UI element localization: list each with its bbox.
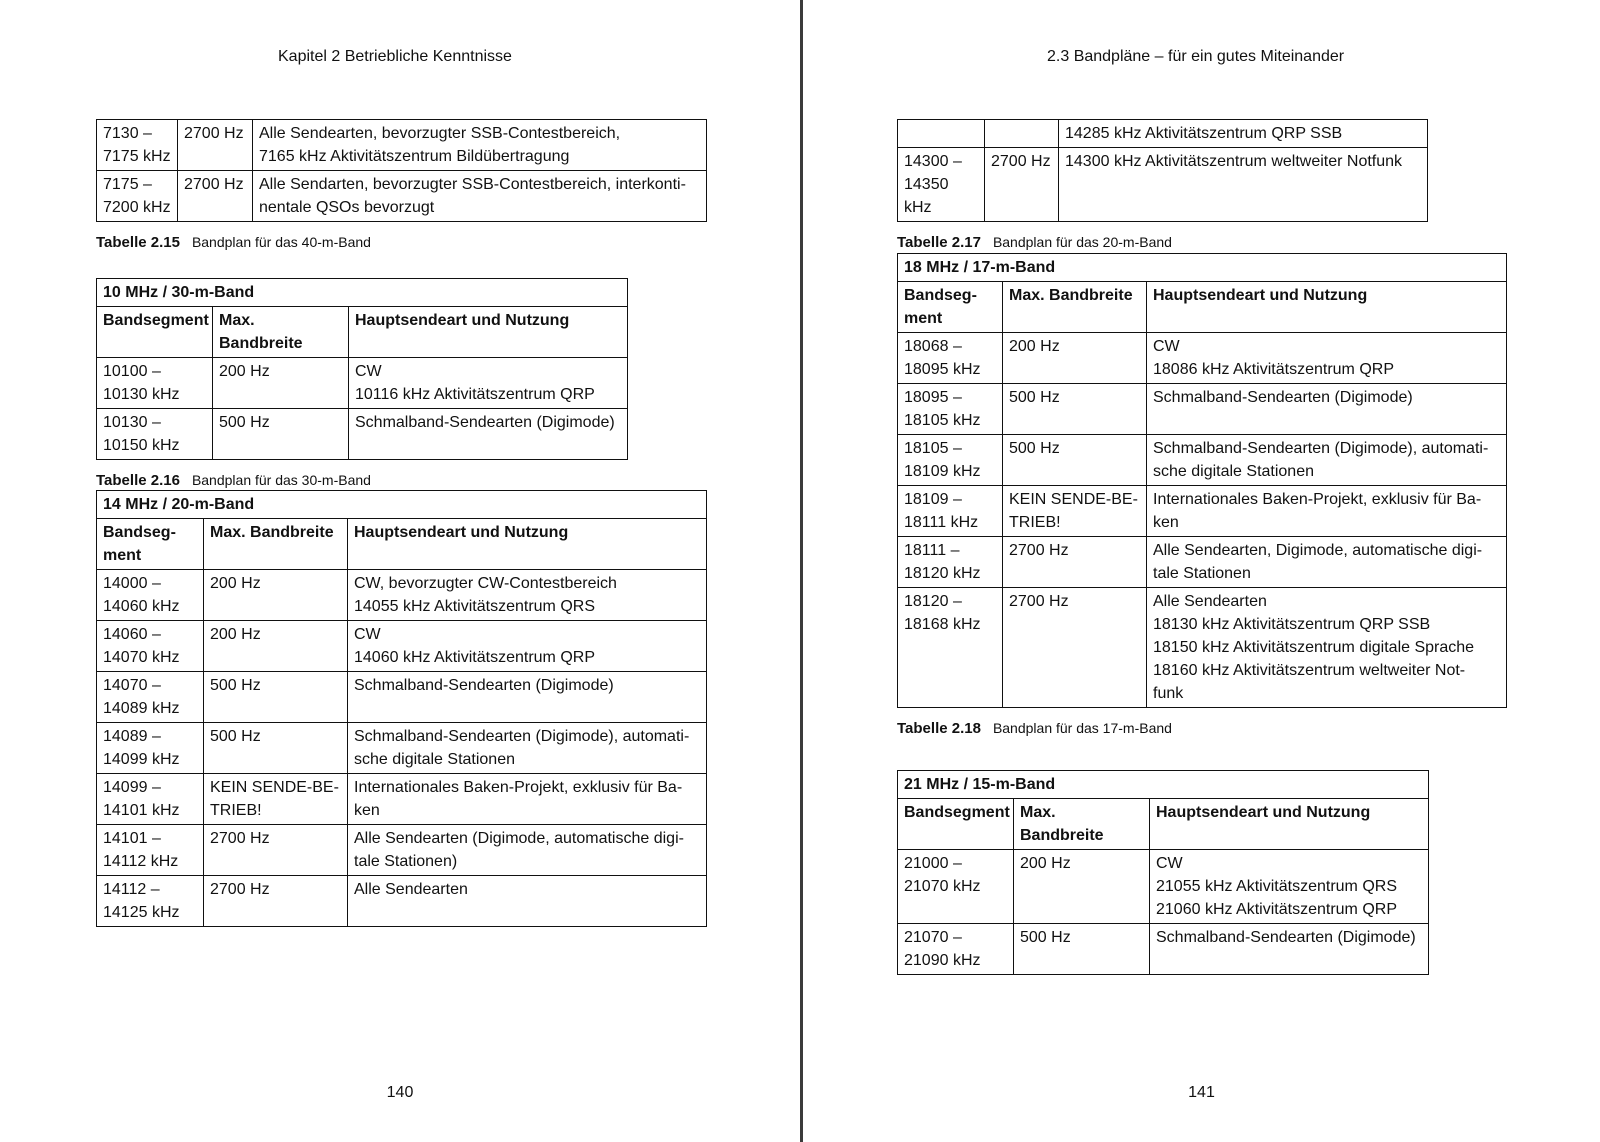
caption-text: Bandplan für das 20-m-Band	[992, 234, 1172, 250]
table-row	[97, 409, 628, 460]
table-row	[97, 120, 707, 171]
table-row	[898, 333, 1507, 384]
table-cell: 21000 – 21070 kHz	[898, 850, 1014, 924]
table-cell: Schmalband-Sendearten (Digimode)	[349, 409, 628, 460]
column-header: Bandsegment	[898, 799, 1014, 850]
table-header-row	[898, 282, 1507, 333]
caption-label: Tabelle 2.16	[96, 472, 180, 489]
table-cell: Schmalband-Sendearten (Digimode)	[348, 672, 707, 723]
table-row	[898, 120, 1428, 148]
column-header: Hauptsendeart und Nutzung	[349, 307, 628, 358]
table-cell: 7175 – 7200 kHz	[97, 171, 178, 222]
table-cell: 14060 – 14070 kHz	[97, 621, 204, 672]
table-20m-block	[96, 490, 707, 927]
table-cell	[898, 120, 985, 148]
page-number: 141	[1188, 1084, 1215, 1101]
table-cell: Schmalband-Sendearten (Digimode), automati- sche digitale Stationen	[1147, 435, 1507, 486]
table-header-row	[97, 519, 707, 570]
table-band-row	[97, 279, 628, 307]
table-cell: 500 Hz	[1014, 924, 1150, 975]
table-cell: KEIN SENDE-BE- TRIEB!	[204, 774, 348, 825]
table-cell: Alle Sendearten (Digimode, automatische digi- tale Stationen)	[348, 825, 707, 876]
table-row	[898, 384, 1507, 435]
table-cell: 2700 Hz	[1003, 588, 1147, 708]
table-cell: 2700 Hz	[1003, 537, 1147, 588]
table-cell: 200 Hz	[1003, 333, 1147, 384]
table-row	[97, 171, 707, 222]
bandplan-table-30m	[96, 278, 628, 460]
table-cell: CW, bevorzugter CW-Contestbereich 14055 kHz Aktivitätszentrum QRS	[348, 570, 707, 621]
table-row	[97, 723, 707, 774]
table-row	[898, 537, 1507, 588]
table-cell: CW 14060 kHz Aktivitätszentrum QRP	[348, 621, 707, 672]
table-caption	[897, 720, 1507, 737]
band-title: 10 MHz / 30-m-Band	[97, 279, 628, 307]
table-cell: Internationales Baken-Projekt, exklusiv für Ba- ken	[348, 774, 707, 825]
column-header: Max. Bandbreite	[1014, 799, 1150, 850]
table-cell: 500 Hz	[204, 672, 348, 723]
table-cell: 10100 – 10130 kHz	[97, 358, 213, 409]
table-cell: Alle Sendarten, bevorzugter SSB-Contestbereich, interkonti- nentale QSOs bevorzugt	[253, 171, 707, 222]
table-cell: CW 10116 kHz Aktivitätszentrum QRP	[349, 358, 628, 409]
table-caption	[96, 472, 628, 489]
right-page	[803, 0, 1600, 1142]
column-header: Max. Bandbreite	[213, 307, 349, 358]
table-cell: 14285 kHz Aktivitätszentrum QRP SSB	[1059, 120, 1428, 148]
table-cell: KEIN SENDE-BE- TRIEB!	[1003, 486, 1147, 537]
table-cell: 500 Hz	[204, 723, 348, 774]
table-cell: 14089 – 14099 kHz	[97, 723, 204, 774]
table-row	[898, 850, 1429, 924]
table-row	[898, 435, 1507, 486]
table-cell: Alle Sendearten, bevorzugter SSB-Contestbereich, 7165 kHz Aktivitätszentrum Bildübertragung	[253, 120, 707, 171]
table-cell: 18120 – 18168 kHz	[898, 588, 1003, 708]
table-cell: 18068 – 18095 kHz	[898, 333, 1003, 384]
table-cell: 14070 – 14089 kHz	[97, 672, 204, 723]
table-band-row	[898, 254, 1507, 282]
table-row	[97, 774, 707, 825]
column-header: Hauptsendeart und Nutzung	[1150, 799, 1429, 850]
bandplan-table-20m-continued	[897, 119, 1428, 222]
table-row	[898, 924, 1429, 975]
table-row	[97, 672, 707, 723]
table-row	[898, 588, 1507, 708]
table-band-row	[97, 491, 707, 519]
band-title: 14 MHz / 20-m-Band	[97, 491, 707, 519]
table-caption	[96, 234, 707, 251]
table-row	[97, 358, 628, 409]
bandplan-table-40m	[96, 119, 707, 222]
table-cell: Schmalband-Sendearten (Digimode)	[1150, 924, 1429, 975]
table-cell	[985, 120, 1059, 148]
table-cell: CW 18086 kHz Aktivitätszentrum QRP	[1147, 333, 1507, 384]
caption-text: Bandplan für das 17-m-Band	[992, 720, 1172, 736]
table-cell: 2700 Hz	[204, 876, 348, 927]
table-cell: CW 21055 kHz Aktivitätszentrum QRS 21060 kHz Aktivitätszentrum QRP	[1150, 850, 1429, 924]
caption-text: Bandplan für das 30-m-Band	[191, 472, 371, 488]
running-head: 2.3 Bandpläne – für ein gutes Miteinander	[1047, 48, 1345, 65]
bandplan-table-15m	[897, 770, 1429, 975]
running-head: Kapitel 2 Betriebliche Kenntnisse	[278, 48, 512, 65]
table-cell: 200 Hz	[204, 570, 348, 621]
column-header: Bandseg- ment	[97, 519, 204, 570]
table-cell: 14112 – 14125 kHz	[97, 876, 204, 927]
table-cell: 21070 – 21090 kHz	[898, 924, 1014, 975]
table-row	[97, 876, 707, 927]
table-cell: 14099 – 14101 kHz	[97, 774, 204, 825]
table-cell: 2700 Hz	[178, 171, 253, 222]
table-cell: 2700 Hz	[178, 120, 253, 171]
table-cell: 18095 – 18105 kHz	[898, 384, 1003, 435]
table-cell: 7130 – 7175 kHz	[97, 120, 178, 171]
table-cell: 2700 Hz	[204, 825, 348, 876]
caption-label: Tabelle 2.18	[897, 720, 981, 737]
table-cell: Schmalband-Sendearten (Digimode), automati- sche digitale Stationen	[348, 723, 707, 774]
table-cell: 18109 – 18111 kHz	[898, 486, 1003, 537]
column-header: Hauptsendeart und Nutzung	[1147, 282, 1507, 333]
table-cell: Alle Sendearten	[348, 876, 707, 927]
table-cell: 14300 – 14350 kHz	[898, 148, 985, 222]
table-30m-block	[96, 278, 628, 489]
table-cell: 500 Hz	[1003, 435, 1147, 486]
column-header: Bandsegment	[97, 307, 213, 358]
table-row	[97, 825, 707, 876]
table-cell: 200 Hz	[204, 621, 348, 672]
table-cell: 14000 – 14060 kHz	[97, 570, 204, 621]
column-header: Hauptsendeart und Nutzung	[348, 519, 707, 570]
band-title: 18 MHz / 17-m-Band	[898, 254, 1507, 282]
table-cell: 18105 – 18109 kHz	[898, 435, 1003, 486]
table-cell: 500 Hz	[213, 409, 349, 460]
table-row	[97, 621, 707, 672]
table-cell: 2700 Hz	[985, 148, 1059, 222]
table-cell: Alle Sendearten, Digimode, automatische digi- tale Stationen	[1147, 537, 1507, 588]
table-cell: 500 Hz	[1003, 384, 1147, 435]
band-title: 21 MHz / 15-m-Band	[898, 771, 1429, 799]
table-cell: Alle Sendearten 18130 kHz Aktivitätszentrum QRP SSB 18150 kHz Aktivitätszentrum digitale Sprache 18160 kHz Aktivitätszentrum weltweiter Not- funk	[1147, 588, 1507, 708]
table-cell: Internationales Baken-Projekt, exklusiv für Ba- ken	[1147, 486, 1507, 537]
table-cell: 10130 – 10150 kHz	[97, 409, 213, 460]
table-row	[97, 570, 707, 621]
page-number: 140	[386, 1084, 414, 1101]
caption-label: Tabelle 2.15	[96, 234, 180, 251]
table-cell: 14101 – 14112 kHz	[97, 825, 204, 876]
bandplan-table-20m	[96, 490, 707, 927]
column-header: Max. Bandbreite	[204, 519, 348, 570]
table-cell: 200 Hz	[1014, 850, 1150, 924]
column-header: Max. Bandbreite	[1003, 282, 1147, 333]
table-cell: 200 Hz	[213, 358, 349, 409]
table-header-row	[898, 799, 1429, 850]
table-caption	[897, 234, 1428, 251]
column-header: Bandseg- ment	[898, 282, 1003, 333]
table-row	[898, 486, 1507, 537]
table-cell: 18111 – 18120 kHz	[898, 537, 1003, 588]
table-header-row	[97, 307, 628, 358]
caption-text: Bandplan für das 40-m-Band	[191, 234, 371, 250]
table-40m-block	[96, 119, 707, 251]
table-row	[898, 148, 1428, 222]
table-cell: Schmalband-Sendearten (Digimode)	[1147, 384, 1507, 435]
bandplan-table-17m	[897, 253, 1507, 708]
table-17m-block	[897, 253, 1507, 737]
table-band-row	[898, 771, 1429, 799]
caption-label: Tabelle 2.17	[897, 234, 981, 251]
table-20m-continued-block	[897, 119, 1428, 251]
table-cell: 14300 kHz Aktivitätszentrum weltweiter Notfunk	[1059, 148, 1428, 222]
table-15m-block	[897, 770, 1429, 975]
